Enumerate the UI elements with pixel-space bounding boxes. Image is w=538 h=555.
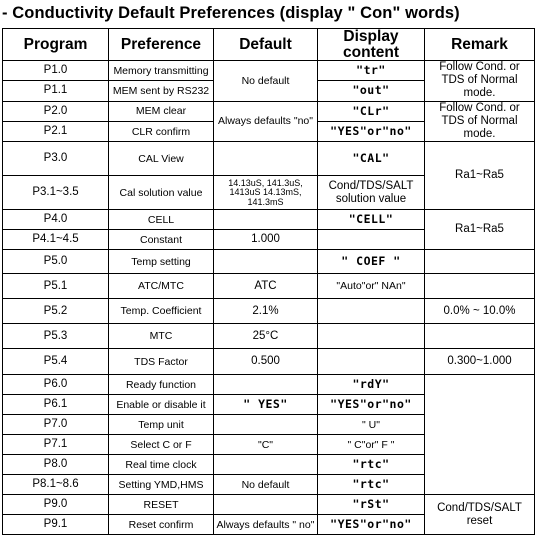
cell-default: 14.13uS, 141.3uS, 1413uS 14.13mS, 141.3mS	[214, 176, 318, 210]
cell-program: P6.1	[3, 395, 109, 415]
cell-preference: Select C or F	[109, 435, 214, 455]
table-row	[3, 299, 535, 324]
cell-program: P8.1~8.6	[3, 475, 109, 495]
cell-default: No default	[214, 475, 318, 495]
table-row	[3, 349, 535, 375]
cell-default	[214, 142, 318, 176]
cell-program: P7.0	[3, 415, 109, 435]
cell-program: P5.3	[3, 324, 109, 349]
cell-preference: Enable or disable it	[109, 395, 214, 415]
cell-display: "tr"	[318, 61, 425, 81]
cell-default: Always defaults "no"	[214, 101, 318, 142]
cell-default	[214, 375, 318, 395]
cell-default	[214, 455, 318, 475]
header-preference: Preference	[109, 29, 214, 61]
cell-display: " COEF "	[318, 250, 425, 274]
cell-display: "rSt"	[318, 495, 425, 515]
cell-preference: Constant	[109, 230, 214, 250]
table-row	[3, 101, 535, 121]
cell-preference: ATC/MTC	[109, 274, 214, 299]
cell-preference: Real time clock	[109, 455, 214, 475]
cell-default: 2.1%	[214, 299, 318, 324]
cell-preference: MEM clear	[109, 101, 214, 121]
cell-display: "rtc"	[318, 475, 425, 495]
cell-preference: CAL View	[109, 142, 214, 176]
table-row	[3, 274, 535, 299]
cell-display	[318, 230, 425, 250]
cell-default	[214, 495, 318, 515]
cell-program: P9.0	[3, 495, 109, 515]
cell-program: P3.1~3.5	[3, 176, 109, 210]
cell-preference: MTC	[109, 324, 214, 349]
cell-preference: Temp setting	[109, 250, 214, 274]
cell-program: P1.0	[3, 61, 109, 81]
cell-preference: CELL	[109, 210, 214, 230]
cell-program: P6.0	[3, 375, 109, 395]
cell-default: ATC	[214, 274, 318, 299]
header-display: Display content	[318, 29, 425, 61]
cell-remark: Follow Cond. or TDS of Normal mode.	[425, 61, 535, 102]
cell-preference: Temp. Coefficient	[109, 299, 214, 324]
header-program: Program	[3, 29, 109, 61]
cell-default: 1.000	[214, 230, 318, 250]
cell-program: P5.2	[3, 299, 109, 324]
cell-preference: Ready function	[109, 375, 214, 395]
cell-display: Cond/TDS/SALT solution value	[318, 176, 425, 210]
cell-remark: 0.300~1.000	[425, 349, 535, 375]
cell-display: "YES"or"no"	[318, 515, 425, 535]
cell-program: P4.0	[3, 210, 109, 230]
cell-display: "CLr"	[318, 101, 425, 121]
cell-remark	[425, 324, 535, 349]
cell-remark: Cond/TDS/SALT reset	[425, 495, 535, 535]
cell-display: " U"	[318, 415, 425, 435]
cell-remark: Follow Cond. or TDS of Normal mode.	[425, 101, 535, 142]
cell-default	[214, 415, 318, 435]
cell-display	[318, 324, 425, 349]
cell-program: P2.0	[3, 101, 109, 121]
cell-display: "rdY"	[318, 375, 425, 395]
cell-display: "YES"or"no"	[318, 121, 425, 141]
table-row	[3, 61, 535, 81]
cell-remark: Ra1~Ra5	[425, 210, 535, 250]
cell-preference: Reset confirm	[109, 515, 214, 535]
cell-preference: Temp unit	[109, 415, 214, 435]
cell-program: P4.1~4.5	[3, 230, 109, 250]
cell-default	[214, 250, 318, 274]
table-row	[3, 250, 535, 274]
cell-remark: 0.0% ~ 10.0%	[425, 299, 535, 324]
cell-remark	[425, 274, 535, 299]
cell-program: P5.4	[3, 349, 109, 375]
cell-display: "rtc"	[318, 455, 425, 475]
cell-preference: CLR confirm	[109, 121, 214, 141]
header-row	[3, 29, 535, 61]
cell-default: " YES"	[214, 395, 318, 415]
cell-display	[318, 349, 425, 375]
cell-program: P8.0	[3, 455, 109, 475]
cell-default: "C"	[214, 435, 318, 455]
cell-default: No default	[214, 61, 318, 102]
cell-display: "CELL"	[318, 210, 425, 230]
cell-default: 25°C	[214, 324, 318, 349]
cell-default	[214, 210, 318, 230]
cell-default: 0.500	[214, 349, 318, 375]
cell-program: P7.1	[3, 435, 109, 455]
cell-program: P2.1	[3, 121, 109, 141]
cell-display: " C"or" F "	[318, 435, 425, 455]
cell-preference: Cal solution value	[109, 176, 214, 210]
cell-program: P5.0	[3, 250, 109, 274]
cell-display: "out"	[318, 81, 425, 101]
cell-preference: MEM sent by RS232	[109, 81, 214, 101]
page-title: - Conductivity Default Preferences (display " Con" words)	[2, 4, 460, 22]
cell-preference: RESET	[109, 495, 214, 515]
preferences-table	[2, 28, 535, 535]
cell-program: P9.1	[3, 515, 109, 535]
header-remark: Remark	[425, 29, 535, 61]
table-row	[3, 375, 535, 395]
table-row	[3, 210, 535, 230]
cell-remark: Ra1~Ra5	[425, 142, 535, 210]
cell-program: P1.1	[3, 81, 109, 101]
cell-preference: Memory transmitting	[109, 61, 214, 81]
cell-display	[318, 299, 425, 324]
cell-display: "Auto"or" NAn"	[318, 274, 425, 299]
cell-display: "YES"or"no"	[318, 395, 425, 415]
table-row	[3, 324, 535, 349]
table-row	[3, 142, 535, 176]
header-default: Default	[214, 29, 318, 61]
cell-remark	[425, 250, 535, 274]
cell-default: Always defaults " no"	[214, 515, 318, 535]
cell-preference: TDS Factor	[109, 349, 214, 375]
cell-display: "CAL"	[318, 142, 425, 176]
table-row	[3, 495, 535, 515]
cell-program: P3.0	[3, 142, 109, 176]
cell-remark	[425, 375, 535, 495]
cell-program: P5.1	[3, 274, 109, 299]
cell-preference: Setting YMD,HMS	[109, 475, 214, 495]
